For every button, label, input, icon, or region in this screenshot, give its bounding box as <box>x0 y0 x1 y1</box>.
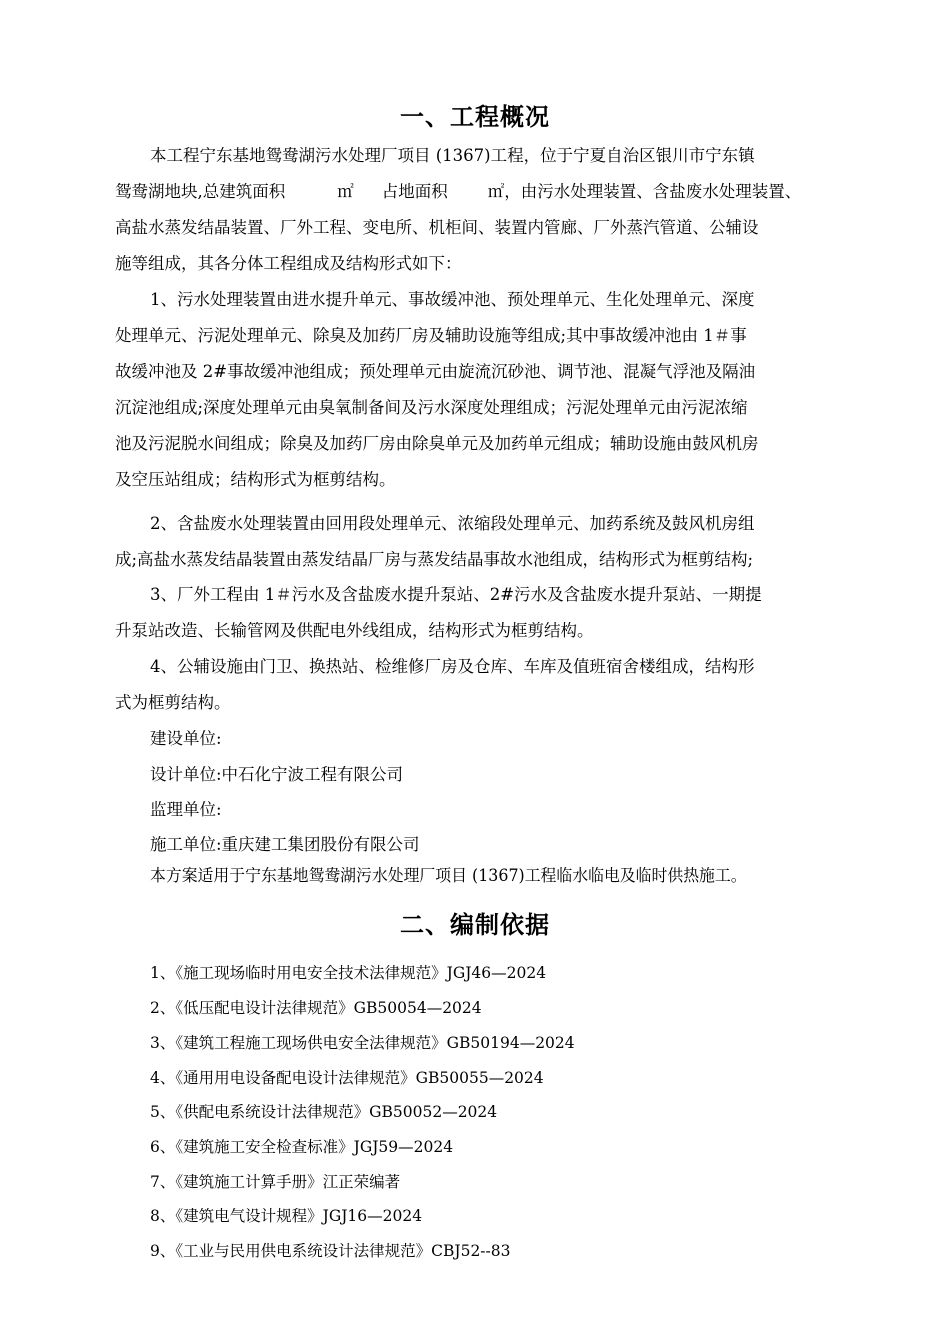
scope-statement: 本方案适用于宁东基地鸳鸯湖污水处理厂项目 (1367)工程临水临电及临时供热施工。 <box>150 866 747 885</box>
para4-line-1: 4、公辅设施由门卫、换热站、检维修厂房及仓库、车库及值班宿舍楼组成，结构形 <box>150 657 755 676</box>
intro-line-1: 本工程宁东基地鸳鸯湖污水处理厂项目 (1367)工程，位于宁夏自治区银川市宁东镇 <box>150 146 755 165</box>
para1-line-1: 1、污水处理装置由进水提升单元、事故缓冲池、预处理单元、生化处理单元、深度 <box>150 290 755 309</box>
para1-line-6: 及空压站组成；结构形式为框剪结构。 <box>115 470 396 489</box>
intro-land-unit: ㎡，由污水处理装置、含盐废水处理装置、 <box>487 182 802 201</box>
para2-line-1: 2、含盐废水处理装置由回用段处理单元、浓缩段处理单元、加药系统及鼓风机房组 <box>150 514 755 533</box>
design-unit: 设计单位:中石化宁波工程有限公司 <box>150 765 404 784</box>
intro-land-label: 占地面积 <box>381 182 448 201</box>
para3-line-1: 3、厂外工程由 1＃污水及含盐废水提升泵站、2#污水及含盐废水提升泵站、一期提 <box>150 585 762 604</box>
reference-item: 9、《工业与民用供电系统设计法律规范》CBJ52--83 <box>150 1242 511 1260</box>
intro-area-label: 鸳鸯湖地块,总建筑面积 <box>115 182 286 201</box>
reference-item: 3、《建筑工程施工现场供电安全法律规范》GB50194—2024 <box>150 1034 575 1052</box>
reference-item: 7、《建筑施工计算手册》江正荣编著 <box>150 1173 401 1191</box>
supervision-unit: 监理单位: <box>150 800 222 819</box>
para1-line-3: 故缓冲池及 2#事故缓冲池组成；预处理单元由旋流沉砂池、调节池、混凝气浮池及隔油 <box>115 362 756 381</box>
para1-line-2: 处理单元、污泥处理单元、除臭及加药厂房及辅助设施等组成;其中事故缓冲池由 1＃事 <box>115 326 747 345</box>
para1-line-5: 池及污泥脱水间组成；除臭及加药厂房由除臭单元及加药单元组成；辅助设施由鼓风机房 <box>115 434 759 453</box>
para4-line-2: 式为框剪结构。 <box>115 693 231 712</box>
contractor-unit: 施工单位:重庆建工集团股份有限公司 <box>150 835 420 854</box>
intro-line-2 <box>115 181 875 203</box>
intro-line-4: 施等组成，其各分体工程组成及结构形式如下： <box>115 254 462 273</box>
para3-line-2: 升泵站改造、长输管网及供配电外线组成，结构形式为框剪结构。 <box>115 621 594 640</box>
section-title-basis: 二、编制依据 <box>400 911 550 939</box>
para1-line-4: 沉淀池组成;深度处理单元由臭氧制备间及污水深度处理组成；污泥处理单元由污泥浓缩 <box>115 398 748 417</box>
reference-item: 4、《通用用电设备配电设计法律规范》GB50055—2024 <box>150 1069 544 1087</box>
reference-item: 5、《供配电系统设计法律规范》GB50052—2024 <box>150 1103 498 1121</box>
section-title-overview: 一、工程概况 <box>400 103 550 131</box>
construction-unit: 建设单位: <box>150 729 222 748</box>
reference-item: 8、《建筑电气设计规程》JGJ16—2024 <box>150 1207 423 1225</box>
reference-item: 1、《施工现场临时用电安全技术法律规范》JGJ46—2024 <box>150 964 547 982</box>
reference-item: 6、《建筑施工安全检查标准》JGJ59—2024 <box>150 1138 454 1156</box>
intro-line-3: 高盐水蒸发结晶装置、厂外工程、变电所、机柜间、装置内管廊、厂外蒸汽管道、公辅设 <box>115 218 759 237</box>
intro-area-unit: ㎡ <box>337 182 354 201</box>
reference-item: 2、《低压配电设计法律规范》GB50054—2024 <box>150 999 482 1017</box>
para2-line-2: 成;高盐水蒸发结晶装置由蒸发结晶厂房与蒸发结晶事故水池组成，结构形式为框剪结构; <box>115 550 754 569</box>
